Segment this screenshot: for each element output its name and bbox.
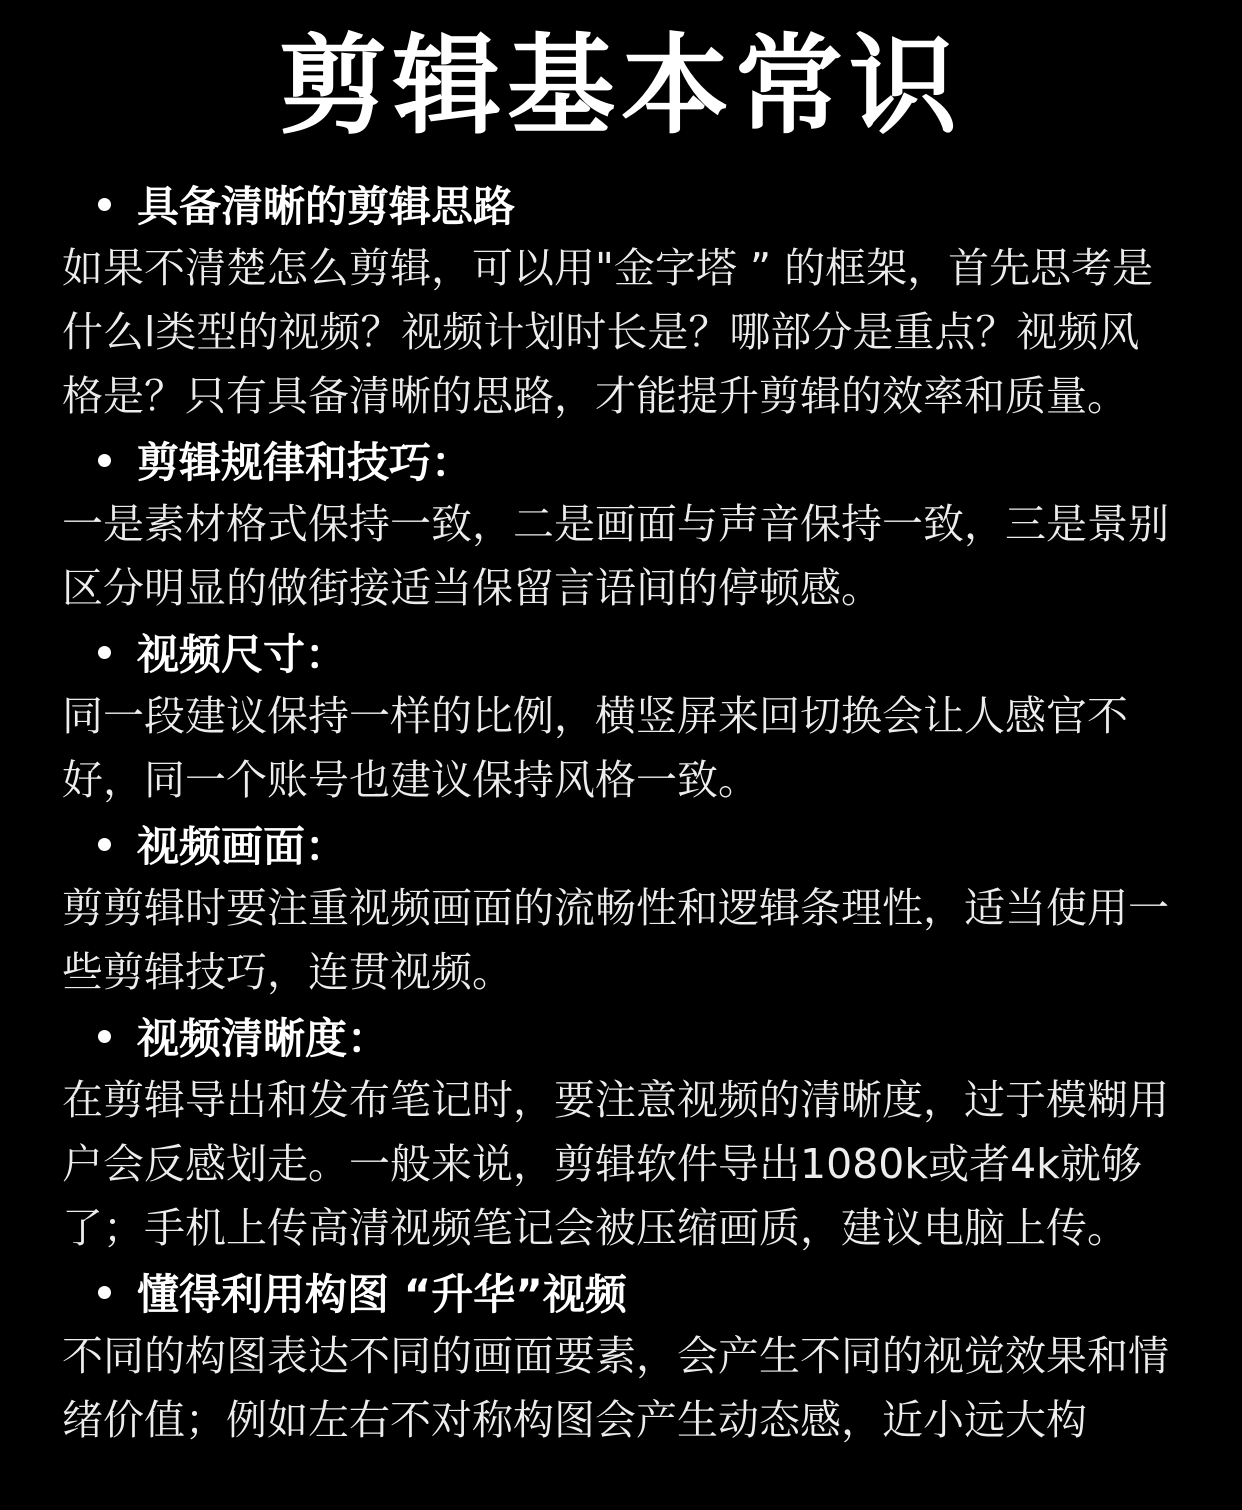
page-title: 剪辑基本常识 xyxy=(278,24,963,149)
bullet-icon xyxy=(98,1030,111,1043)
section-heading xyxy=(62,428,1177,492)
section-heading xyxy=(62,812,1177,876)
section-composition xyxy=(62,1260,1177,1452)
section-body: 剪剪辑时要注重视频画面的流畅性和逻辑条理性，适当使用一些剪辑技巧，连贯视频。 xyxy=(62,884,1169,996)
section-body: 如果不清楚怎么剪辑，可以用"金字塔 ” 的框架，首先思考是什么l类型的视频？视频计划时长是？哪部分是重点？视频风格是？只有具备清晰的思路，才能提升剪辑的效率和质量。 xyxy=(62,244,1154,420)
section-heading xyxy=(62,620,1177,684)
section-editing-rules-and-tips xyxy=(62,428,1177,620)
bullet-icon xyxy=(98,454,111,467)
section-heading xyxy=(62,172,1177,236)
bullet-icon xyxy=(98,1286,111,1299)
section-body: 在剪辑导出和发布笔记时，要注意视频的清晰度，过于模糊用户会反感划走。一般来说，剪辑软件导出1080k或者4k就够了；手机上传高清视频笔记会被压缩画质，建议电脑上传。 xyxy=(62,1076,1169,1252)
section-heading-text: 视频画面： xyxy=(137,822,348,871)
section-heading-text: 具备清晰的剪辑思路 xyxy=(137,182,516,231)
section-body: 同一段建议保持一样的比例，横竖屏来回切换会让人感官不好，同一个账号也建议保持风格一致。 xyxy=(62,692,1128,804)
bullet-icon xyxy=(98,198,111,211)
section-heading-text: 懂得利用构图 “升华”视频 xyxy=(137,1270,627,1319)
section-video-clarity xyxy=(62,1004,1177,1260)
section-heading xyxy=(62,1004,1177,1068)
bullet-icon xyxy=(98,646,111,659)
section-heading-text: 剪辑规律和技巧： xyxy=(137,438,474,487)
section-body: 一是素材格式保持一致，二是画面与声音保持一致，三是景别区分明显的做街接适当保留言语间的停顿感。 xyxy=(62,500,1169,612)
section-video-size xyxy=(62,620,1177,812)
article-content xyxy=(62,172,1177,1452)
section-heading-text: 视频尺寸： xyxy=(137,630,348,679)
section-heading-text: 视频清晰度： xyxy=(137,1014,390,1063)
bullet-icon xyxy=(98,838,111,851)
section-clear-editing-approach xyxy=(62,172,1177,428)
section-video-picture xyxy=(62,812,1177,1004)
section-heading xyxy=(62,1260,1177,1324)
section-body: 不同的构图表达不同的画面要素，会产生不同的视觉效果和情绪价值；例如左右不对称构图会产生动态感，近小远大构 xyxy=(62,1332,1169,1444)
